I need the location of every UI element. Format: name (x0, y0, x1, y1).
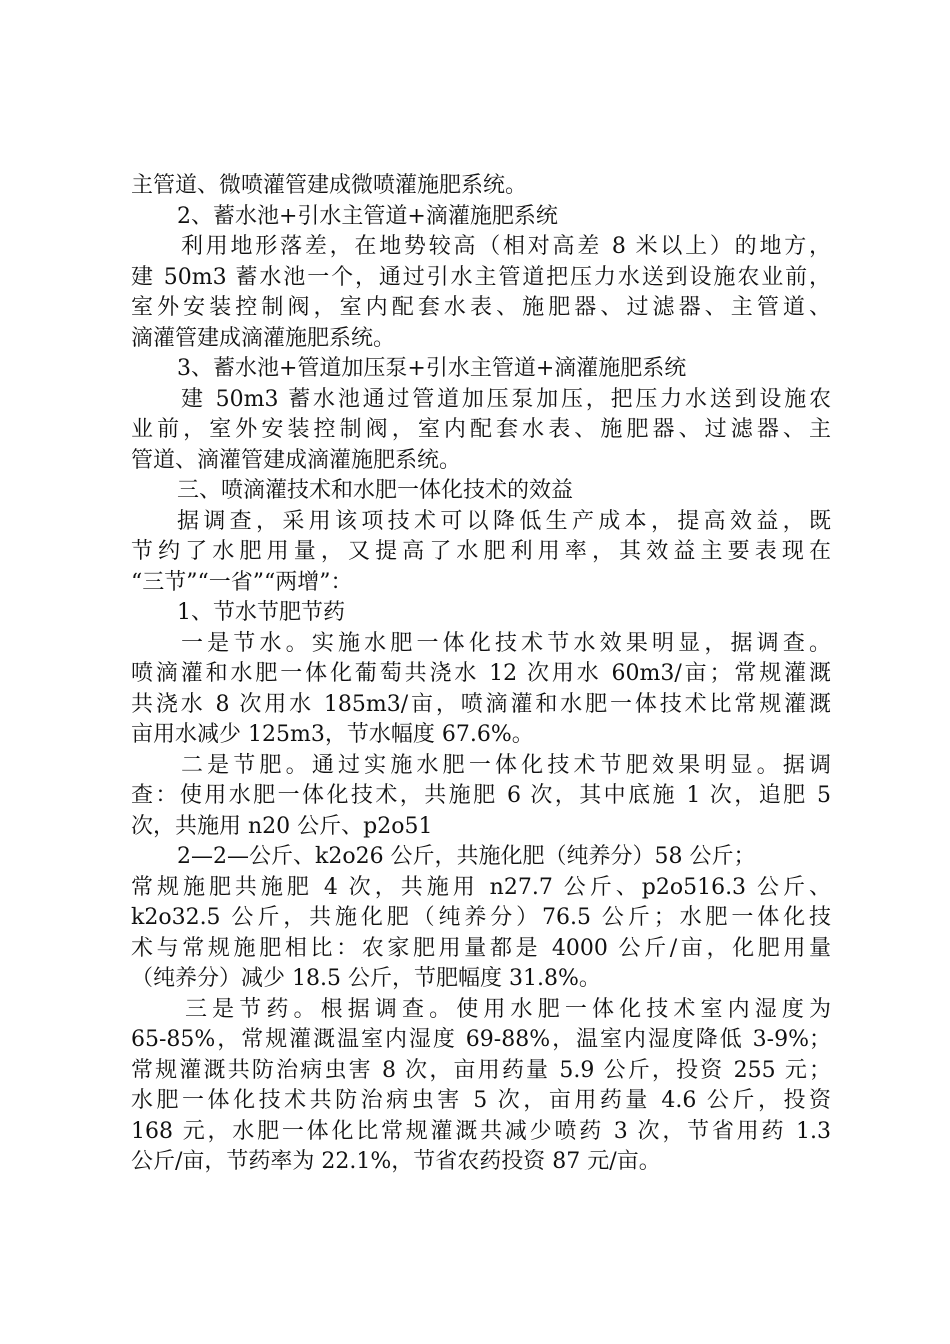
text-line: 一是节水。实施水肥一体化技术节水效果明显，据调查。 (181, 630, 831, 656)
text-line: 业前，室外安装控制阀，室内配套水表、施肥器、过滤器、主 (131, 417, 831, 442)
text-line: 喷滴灌和水肥一体化葡萄共浇水 12 次用水 60m3/亩；常规灌溉 (131, 661, 831, 686)
text-line: 节约了水肥用量，又提高了水肥利用率，其效益主要表现在 (131, 539, 831, 564)
text-line: 二是节肥。通过实施水肥一体化技术节肥效果明显。据调 (181, 752, 831, 778)
section-heading: 3、蓄水池+管道加压泵+引水主管道+滴灌施肥系统 (177, 356, 687, 381)
text-line: 常规灌溉共防治病虫害 8 次，亩用药量 5.9 公斤，投资 255 元； (131, 1057, 831, 1083)
text-line: 水肥一体化技术共防治病虫害 5 次，亩用药量 4.6 公斤，投资 (131, 1088, 831, 1113)
text-line: 据调查，采用该项技术可以降低生产成本，提高效益，既 (177, 508, 831, 534)
text-line: 查：使用水肥一体化技术，共施肥 6 次，其中底施 1 次，追肥 5 (131, 783, 831, 808)
section-heading: 2、蓄水池+引水主管道+滴灌施肥系统 (177, 203, 558, 229)
text-line: 利用地形落差，在地势较高（相对高差 8 米以上）的地方， (181, 234, 831, 259)
text-line: “三节”“一省”“两增”： (131, 569, 353, 595)
text-line: 65-85%，常规灌溉温室内湿度 69-88%，温室内湿度降低 3-9%； (131, 1027, 831, 1052)
text-line: 三是节药。根据调查。使用水肥一体化技术室内湿度为 (185, 996, 831, 1022)
text-line: 建 50m3 蓄水池通过管道加压泵加压，把压力水送到设施农 (181, 386, 831, 412)
text-line: 建 50m3 蓄水池一个，通过引水主管道把压力水送到设施农业前， (131, 264, 831, 290)
text-line: 术与常规施肥相比：农家肥用量都是 4000 公斤/亩，化肥用量 (131, 935, 831, 961)
section-heading: 三、喷滴灌技术和水肥一体化技术的效益 (177, 478, 574, 503)
text-line: 公斤/亩，节药率为 22.1%，节省农药投资 87 元/亩。 (131, 1149, 661, 1174)
text-line: 亩用水减少 125m3，节水幅度 67.6%。 (131, 722, 534, 747)
text-line: （纯养分）减少 18.5 公斤，节肥幅度 31.8%。 (131, 966, 601, 991)
text-line: 滴灌管建成滴灌施肥系统。 (131, 325, 396, 351)
text-line: 次，共施用 n20 公斤、p2o51 (131, 813, 433, 839)
text-line: 168 元，水肥一体化比常规灌溉共减少喷药 3 次，节省用药 1.3 (131, 1118, 831, 1144)
text-line: 共浇水 8 次用水 185m3/亩，喷滴灌和水肥一体技术比常规灌溉 (131, 691, 831, 717)
text-line: 室外安装控制阀，室内配套水表、施肥器、过滤器、主管道、 (131, 295, 831, 320)
section-heading: 1、节水节肥节药 (177, 600, 345, 625)
text-line: 管道、滴灌管建成滴灌施肥系统。 (131, 447, 462, 473)
document-page (131, 171, 831, 1178)
text-line: 常规施肥共施肥 4 次，共施用 n27.7 公斤、p2o516.3 公斤、 (131, 874, 831, 900)
text-line: 2—2—公斤、k2o26 公斤，共施化肥（纯养分）58 公斤； (177, 844, 756, 869)
text-line: k2o32.5 公斤，共施化肥（纯养分）76.5 公斤；水肥一体化技 (131, 905, 831, 930)
text-line: 主管道、微喷灌管建成微喷灌施肥系统。 (131, 173, 528, 198)
